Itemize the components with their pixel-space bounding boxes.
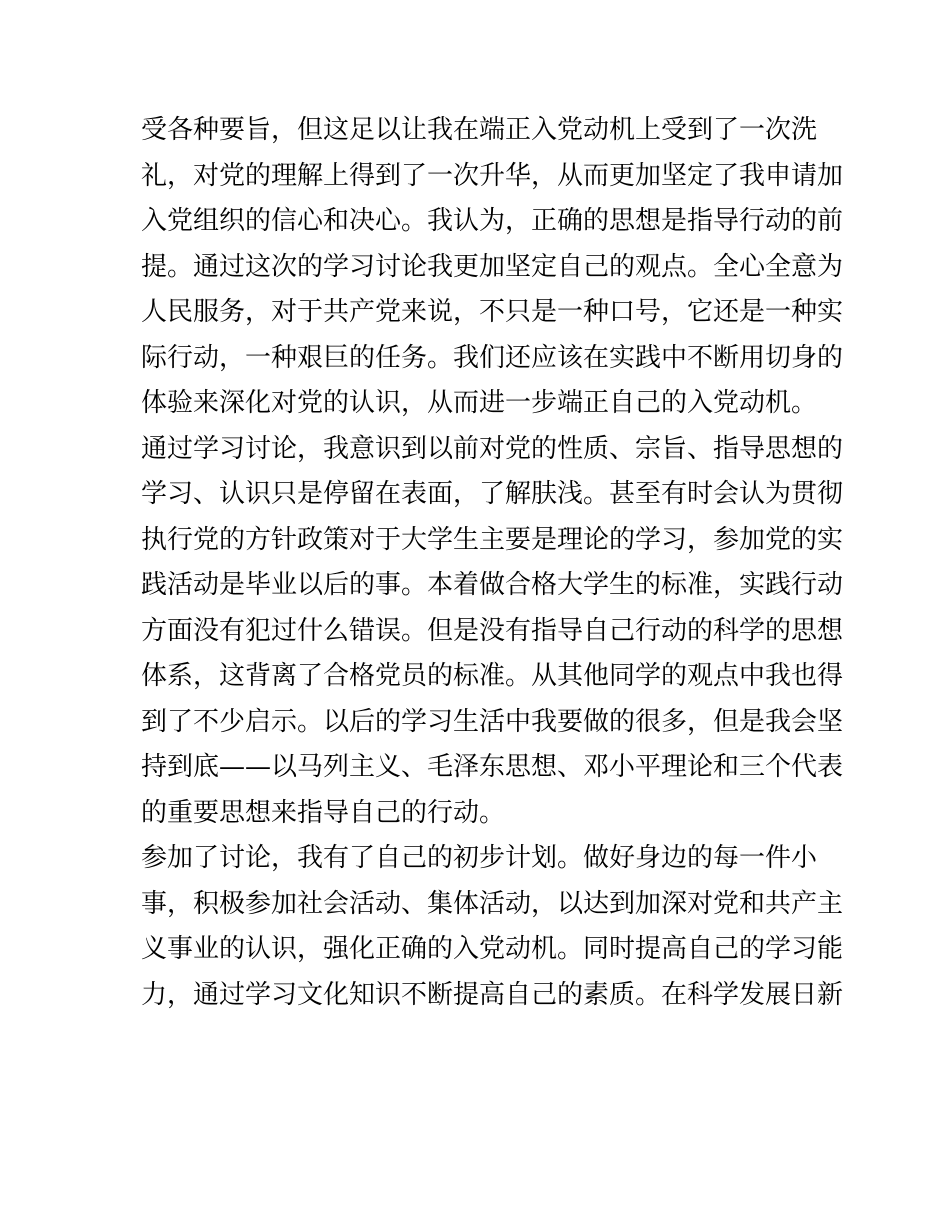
text-line: 义事业的认识，强化正确的入党动机。同时提高自己的学习能 [141,934,844,964]
text-line: 体系，这背离了合格党员的标准。从其他同学的观点中我也得 [141,661,844,691]
text-line: 人民服务，对于共产党来说，不只是一种口号，它还是一种实 [141,297,844,327]
text-line: 执行党的方针政策对于大学生主要是理论的学习，参加党的实 [141,524,844,555]
text-line: 事，积极参加社会活动、集体活动，以达到加深对党和共产主 [141,888,844,919]
text-line: 体验来深化对党的认识，从而进一步端正自己的入党动机。 [141,388,818,418]
text-line: 参加了讨论，我有了自己的初步计划。做好身边的每一件小 [141,843,818,873]
text-line: 方面没有犯过什么错误。但是没有指导自己行动的科学的思想 [141,615,844,646]
text-line: 际行动，一种艰巨的任务。我们还应该在实践中不断用切身的 [141,342,844,373]
text-line: 的重要思想来指导自己的行动。 [141,797,506,828]
text-line: 提。通过这次的学习讨论我更加坚定自己的观点。全心全意为 [141,251,844,282]
text-line: 持到底——以马列主义、毛泽东思想、邓小平理论和三个代表 [141,752,844,782]
document-body-text [141,108,844,1018]
text-line: 入党组织的信心和决心。我认为，正确的思想是指导行动的前 [141,206,844,236]
text-line: 学习、认识只是停留在表面，了解肤浅。甚至有时会认为贯彻 [141,479,844,509]
text-line: 礼，对党的理解上得到了一次升华，从而更加坚定了我申请加 [141,160,844,191]
text-line: 通过学习讨论，我意识到以前对党的性质、宗旨、指导思想的 [141,433,844,464]
text-line: 践活动是毕业以后的事。本着做合格大学生的标准，实践行动 [141,570,844,600]
text-line: 到了不少启示。以后的学习生活中我要做的很多，但是我会坚 [141,706,844,737]
text-line: 受各种要旨，但这足以让我在端正入党动机上受到了一次洗 [141,115,818,145]
text-line: 力，通过学习文化知识不断提高自己的素质。在科学发展日新 [141,979,844,1010]
